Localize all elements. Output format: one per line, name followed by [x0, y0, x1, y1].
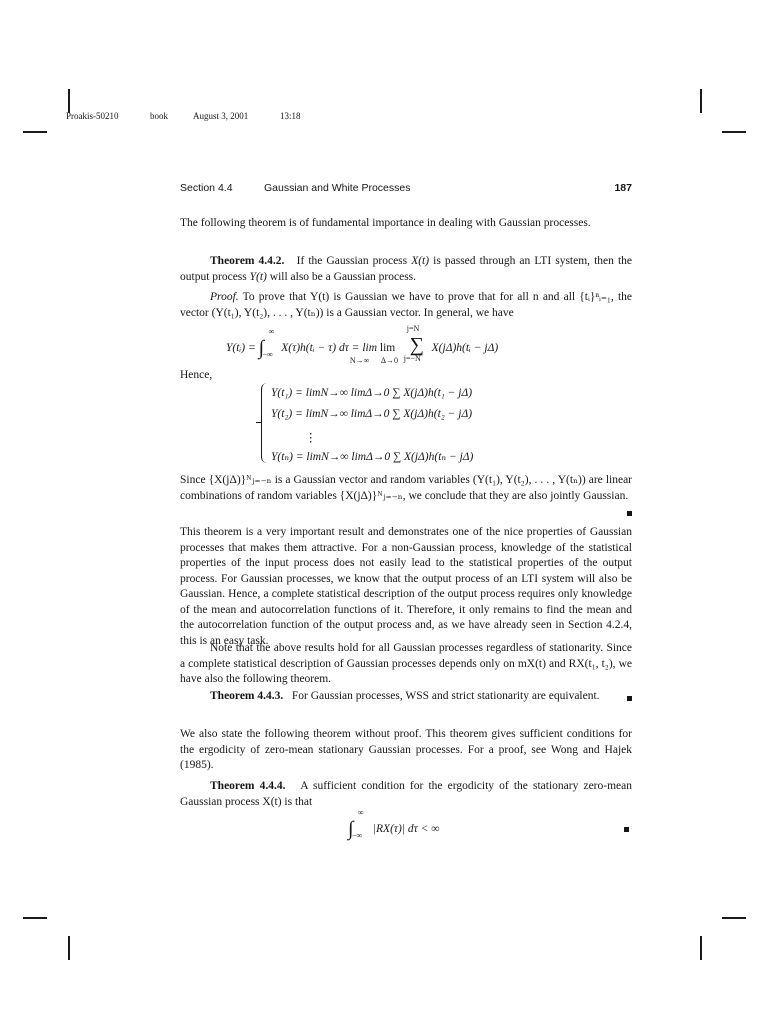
theorem-4-4-2: Theorem 4.4.2. If the Gaussian process X(t) is passed through an LTI system, then the output process Y(t) will also be a Gaussian process.: [180, 255, 632, 283]
qed-symbol: [627, 511, 632, 516]
proof-label: Proof.: [210, 291, 239, 303]
qed-symbol: [624, 827, 629, 832]
discussion-paragraph-1: This theorem is a very important result and demonstrates one of the nice properties of Gaussian processes that makes them attractive. For a non-Gaussian process, knowledge of the statistical properties of the input process does not easily lead to the statistical properties of the output process. For Gaussian processes, we know that the output process of an LTI system will also be Gaussian. Hence, a complete statistical description of the output process requires only knowledge of the mean and autocorrelation functions of it. Therefore, it only remains to find the mean and the autocorrelation function of the output process and, as we have already seen in Section 4.2.4, this is an easy task.: [180, 526, 632, 647]
running-head-section: Section 4.4: [180, 182, 233, 194]
discussion-paragraph-2: Note that the above results hold for all Gaussian processes regardless of stationarity. Since a complete statistical description of Gaussian processes depends only on mX(t) and RX(t₁, t₂), we have also the following theorem.: [180, 642, 632, 685]
running-head: [180, 182, 632, 196]
slug-kind: book: [150, 111, 168, 121]
proof-paragraph: Proof. To prove that Y(t) is Gaussian we have to prove that for all n and all {tᵢ}ⁿᵢ₌₁, the vector (Y(t₁), Y(t₂), . . . , Y(tₙ)) is a Gaussian vector. In general, we have: [180, 291, 633, 319]
equation-output-sum: Y(tᵢ) = ∫ ∞ −∞ X(τ)h(tᵢ − τ) dτ = lim lim N→∞ Δ→0 ∑ j=N j=−N X(jΔ)h(tᵢ − jΔ): [226, 324, 499, 365]
crop-mark: [700, 89, 702, 113]
theorem-label: Theorem 4.4.2.: [210, 255, 285, 267]
page-number: 187: [614, 182, 632, 194]
left-brace-tip: [256, 422, 262, 423]
slug-date: August 3, 2001: [193, 111, 249, 121]
system-line-1: Y(t₁) = limN→∞ limΔ→0 ∑ X(jΔ)h(t₁ − jΔ): [271, 387, 473, 399]
system-vdots: ⋮: [305, 432, 317, 444]
crop-mark: [68, 936, 70, 960]
crop-mark: [700, 936, 702, 960]
slug-time: 13:18: [280, 111, 301, 121]
intro-paragraph: The following theorem is of fundamental importance in dealing with Gaussian processes.: [180, 217, 591, 229]
left-brace: [261, 383, 269, 463]
crop-mark: [23, 131, 47, 133]
theorem-label: Theorem 4.4.4.: [210, 780, 286, 792]
ergodicity-paragraph: We also state the following theorem without proof. This theorem gives sufficient conditions for the ergodicity of zero-mean stationary Gaussian processes. For a proof, see Wong and Hajek (1985).: [180, 728, 632, 771]
crop-mark: [68, 89, 70, 113]
slug-file: Proakis-50210: [66, 111, 119, 121]
hence-label: Hence,: [180, 369, 213, 381]
theorem-label: Theorem 4.4.3.: [210, 690, 284, 702]
equation-ergodicity: ∫ ∞ −∞ |RX(τ)| dτ < ∞: [348, 808, 440, 840]
system-line-n: Y(tₙ) = limN→∞ limΔ→0 ∑ X(jΔ)h(tₙ − jΔ): [271, 451, 474, 463]
crop-mark: [722, 131, 746, 133]
theorem-4-4-4: Theorem 4.4.4. A sufficient condition for the ergodicity of the stationary zero-mean Gaussian process X(t) is that: [180, 780, 632, 808]
system-line-2: Y(t₂) = limN→∞ limΔ→0 ∑ X(jΔ)h(t₂ − jΔ): [271, 408, 473, 420]
crop-mark: [23, 917, 47, 919]
qed-symbol: [627, 696, 632, 701]
since-paragraph: Since {X(jΔ)}ᴺⱼ₌₋ₙ is a Gaussian vector and random variables (Y(t₁), Y(t₂), . . . , Y(tₙ)) are linear combinations of random variables {X(jΔ)}ᴺⱼ₌₋ₙ, we conclude that they are also jointly Gaussian.: [180, 473, 632, 516]
crop-mark: [722, 917, 746, 919]
theorem-4-4-3: Theorem 4.4.3. For Gaussian processes, WSS and strict stationarity are equivalent.: [180, 689, 632, 705]
running-head-title: Gaussian and White Processes: [264, 182, 411, 194]
